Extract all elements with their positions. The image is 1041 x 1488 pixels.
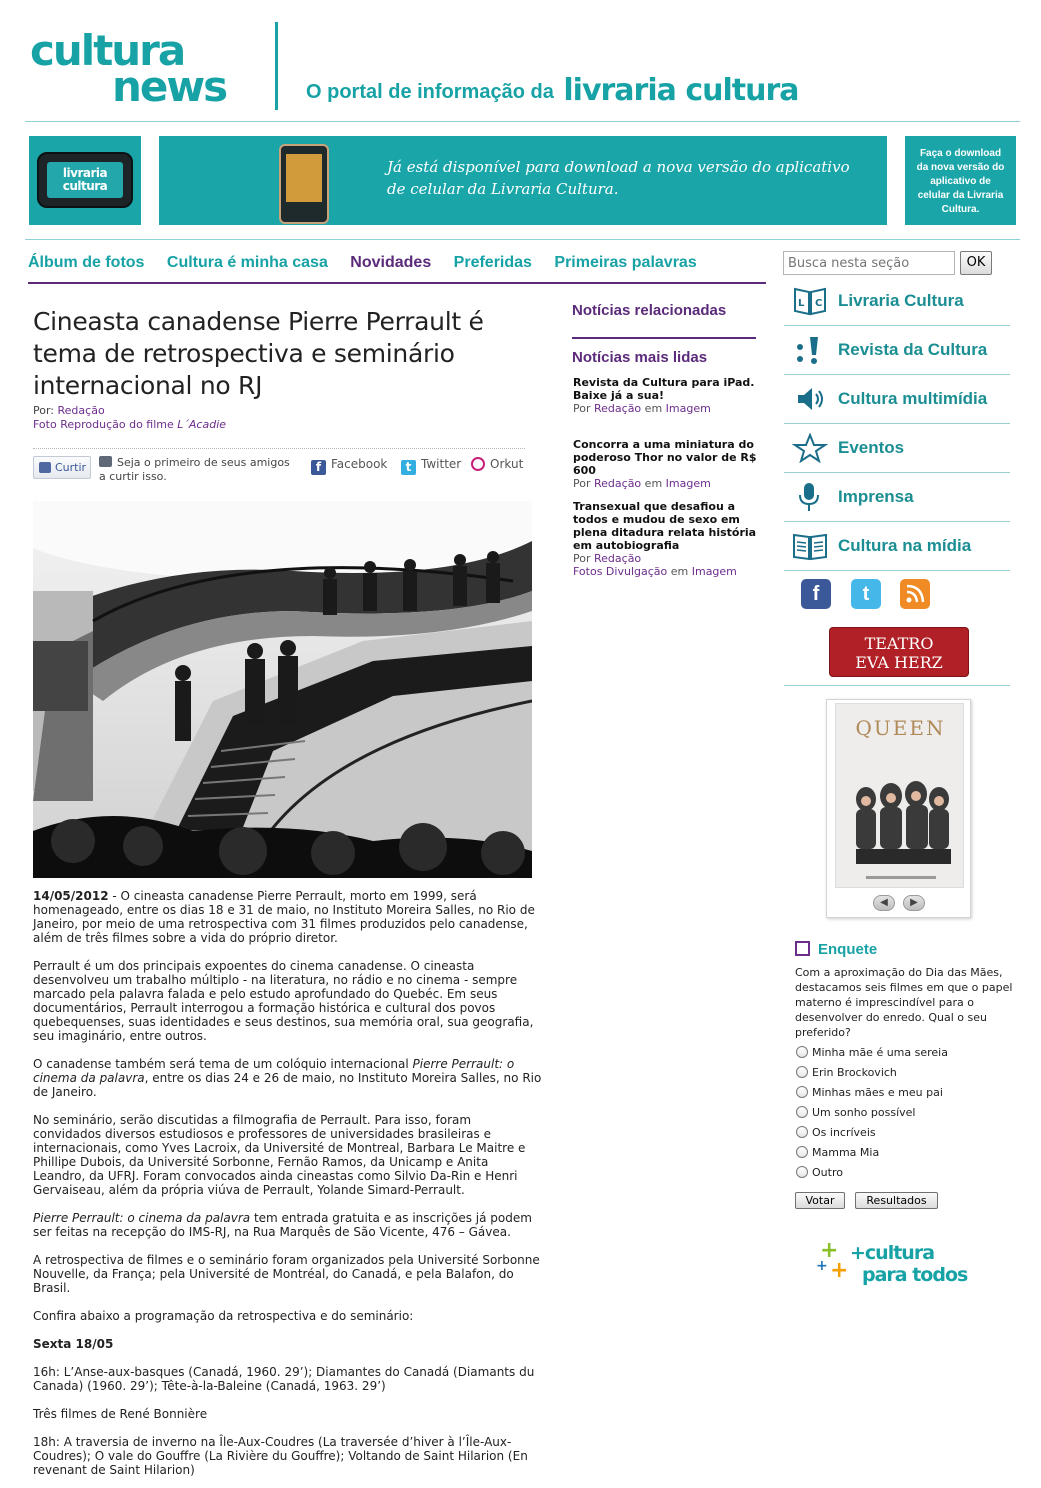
article-body: [33, 889, 543, 1488]
nav-item-primeiras-palavras[interactable]: Primeiras palavras: [554, 254, 697, 271]
paragraph-3-title: Pierre Perrault: o cinema da palavra: [33, 1057, 515, 1085]
thumbs-up-icon: [39, 462, 51, 473]
paragraph-5-title: Pierre Perrault: o cinema da palavra: [33, 1211, 251, 1225]
poll-option-label: Mamma Mia: [812, 1146, 880, 1159]
nav-item-novidades[interactable]: Novidades: [350, 254, 432, 271]
poll-option-label: Um sonho possível: [812, 1106, 916, 1119]
related-news-heading: Notícias relacionadas: [572, 302, 727, 319]
plus-icon: +: [820, 1238, 839, 1263]
news-section[interactable]: Imagem: [665, 477, 711, 490]
facebook-icon: f: [311, 460, 326, 475]
book-lc-icon: [792, 286, 828, 316]
exclamation-icon: [792, 335, 828, 365]
nav-item-preferidas[interactable]: Preferidas: [453, 254, 532, 271]
news-in: em: [670, 565, 689, 578]
smartphone-image: [279, 144, 329, 224]
schedule-day: [33, 1337, 543, 1351]
tagline-text: O portal de informação da: [306, 81, 554, 103]
mais-cultura-logo[interactable]: [816, 1238, 986, 1300]
poll-option[interactable]: [796, 1145, 948, 1165]
banner-rule: [25, 239, 1020, 240]
carousel-next-button[interactable]: ▶: [903, 895, 925, 911]
news-by: Por: [573, 402, 591, 415]
like-count-text: Seja o primeiro de seus amigos a curtir isso.: [99, 456, 290, 483]
poll-option[interactable]: [796, 1085, 948, 1105]
news-title[interactable]: Revista da Cultura para iPad. Baixe já a sua!: [573, 376, 755, 402]
menu-item-eventos[interactable]: [784, 424, 1010, 473]
news-by: Por: [573, 477, 591, 490]
star-icon: [792, 433, 828, 463]
like-button[interactable]: [33, 456, 91, 479]
tagline: [306, 74, 798, 109]
article-title: Cineasta canadense Pierre Perrault é tema de retrospectiva e seminário internacional no RJ: [33, 307, 484, 400]
news-section[interactable]: Imagem: [691, 565, 737, 578]
paragraph-3-b: , entre os dias 24 e 26 de maio, no Instituto Moreira Salles, no Rio de Janeiro.: [33, 1071, 542, 1099]
news-in: em: [644, 477, 663, 490]
poll-option-label: Os incríveis: [812, 1126, 876, 1139]
radio-icon[interactable]: [796, 1046, 808, 1058]
book-carousel: [826, 699, 971, 918]
mais-cultura-line2: para todos: [862, 1264, 968, 1286]
book-cover[interactable]: [835, 703, 964, 888]
article-date: 14/05/2012: [33, 889, 109, 903]
share-twitter[interactable]: [401, 457, 461, 475]
news-meta: [573, 477, 758, 490]
menu-label: Revista da Cultura: [838, 340, 988, 359]
poll-heading-label: Enquete: [818, 941, 878, 958]
cultura-news-logo[interactable]: [30, 26, 260, 111]
right-separator: [784, 685, 1010, 686]
menu-item-cultura-midia[interactable]: [784, 522, 1010, 571]
news-item-2[interactable]: [573, 438, 758, 490]
plus-icon-orange: +: [830, 1258, 849, 1283]
news-item-1[interactable]: [573, 376, 758, 415]
paragraph-7: Confira abaixo a programação da retrospectiva e do seminário:: [33, 1309, 414, 1323]
schedule-18h: 18h: A traversia de inverno na Île-Aux-Coudres (La traversée d’hiver à l’Île-Aux-Coudres); O vale do Gouffre (La Rivière du Gouffre); Voltando de Saint Hilarion (En revenant de Saint Hilarion): [33, 1435, 528, 1477]
paragraph-2: Perrault é um dos principais expoentes do cinema canadense. O cineasta desenvolveu um trabalho múltiplo - na literatura, no rádio e no cinema - sempre marcado pela palavra falada e pelo estudo aprofundado do Quebéc. Em seus documentários, Perrault interrogou a formação histórica e cultural dos povos quebequenses, suas identidades e seus destinos, sua memória oral, sua geografia, seu imaginário, entre outros.: [33, 959, 534, 1043]
vote-button[interactable]: Votar: [795, 1192, 845, 1209]
schedule-day-label: Sexta 18/05: [33, 1337, 114, 1351]
radio-icon[interactable]: [796, 1106, 808, 1118]
search-button[interactable]: OK: [960, 251, 992, 275]
staircase-photo: [33, 501, 532, 878]
rss-icon[interactable]: [900, 579, 930, 609]
poll-option-label: Minhas mães e meu pai: [812, 1086, 943, 1099]
poll-option[interactable]: [796, 1105, 948, 1125]
nav-item-album[interactable]: Álbum de fotos: [28, 254, 145, 271]
news-by: Por: [573, 552, 591, 565]
radio-icon[interactable]: [796, 1146, 808, 1158]
menu-label: Imprensa: [838, 487, 914, 506]
poll-options: [796, 1045, 948, 1185]
menu-label: Cultura multimídia: [838, 389, 988, 408]
news-meta-credit: [573, 565, 758, 578]
paragraph-4: No seminário, serão discutidas a filmografia de Perrault. Para isso, foram convidados diversos estudiosos e professores de universidades brasileiras e internacionais, como Yves Lacroix, da Université de Montreal, Barbara Le Maitre e Phillipe Dubois, da Université Sorbonne, Fernão Ramos, da Unicamp e Anita Leandro, da UFRJ. Foram convocados ainda cineastas como Silvio Da-Rin e Henri Gervaiseau, além da própria viúva de Perrault, Yolande Simard-Perrault.: [33, 1113, 526, 1197]
paragraph-5-text: tem entrada gratuita e as inscrições já podem ser feitas na recepção do IMS-RJ, na Rua Marquês de São Vicente, 476 – Gávea.: [33, 1211, 532, 1239]
app-download-banner[interactable]: [159, 136, 887, 225]
poll-option-label: Erin Brockovich: [812, 1066, 897, 1079]
radio-icon[interactable]: [796, 1126, 808, 1138]
news-title[interactable]: Concorra a uma miniatura do poderoso Thor no valor de R$ 600: [573, 438, 757, 477]
like-label: Curtir: [55, 461, 87, 474]
twitter-label: Twitter: [421, 457, 462, 471]
rss-glyph: [900, 579, 930, 609]
schedule-note: Três filmes de René Bonnière: [33, 1407, 208, 1421]
photo-credit-film[interactable]: L´Acadie: [177, 418, 227, 431]
menu-label: Eventos: [838, 438, 905, 457]
menu-label: Cultura na mídia: [838, 536, 972, 555]
phone-icon: [37, 152, 133, 208]
plus-icon-small: +: [816, 1258, 828, 1274]
radio-icon[interactable]: [796, 1086, 808, 1098]
checkbox-icon: [795, 941, 810, 956]
section-nav: [28, 254, 715, 274]
news-section[interactable]: Imagem: [665, 402, 711, 415]
share-bar: [33, 455, 533, 485]
author-link[interactable]: Redação: [57, 404, 105, 417]
paragraph-3: [33, 1057, 543, 1099]
news-meta: [573, 402, 758, 415]
speaker-icon: [792, 384, 828, 414]
twitter-icon: t: [401, 460, 416, 475]
menu-item-multimidia[interactable]: [784, 375, 1010, 424]
nav-item-cultura-casa[interactable]: Cultura é minha casa: [166, 254, 328, 271]
share-divider: [33, 448, 525, 449]
poll-option[interactable]: [796, 1125, 948, 1145]
orkut-label: Orkut: [490, 457, 524, 471]
app-logo: livraria cultura: [47, 162, 123, 198]
news-item-3[interactable]: [573, 500, 758, 578]
poll-heading: [795, 941, 877, 958]
share-facebook[interactable]: [311, 457, 387, 475]
news-credit[interactable]: Fotos Divulgação: [573, 565, 668, 578]
news-author[interactable]: Redação: [594, 477, 642, 490]
banner-app-icon[interactable]: [29, 136, 141, 225]
poll-option[interactable]: [796, 1065, 948, 1085]
news-author[interactable]: Redação: [594, 552, 642, 565]
menu-item-imprensa[interactable]: [784, 473, 1010, 522]
paragraph-1: [33, 889, 543, 945]
banner-text: Já está disponível para download a nova versão do aplicativo de celular da Livraria Cultura.: [387, 158, 850, 198]
microphone-icon: [792, 482, 828, 512]
right-menu: [784, 277, 1010, 571]
results-button[interactable]: Resultados: [855, 1192, 938, 1209]
orkut-icon: [471, 457, 485, 471]
twitter-icon[interactable]: t: [851, 579, 881, 609]
facebook-icon[interactable]: f: [801, 579, 831, 609]
svg-text:L: L: [798, 298, 805, 309]
article-photo: [33, 501, 532, 878]
teatro-line2: EVA HERZ: [855, 653, 943, 672]
paragraph-1-text: - O cineasta canadense Pierre Perrault, morto em 1999, será homenageado, entre os dias 18 e 31 de maio, no Instituto Moreira Salles, no Rio de Janeiro, por meio de uma retrospectiva com 31 filmes produzidos pelo canadense, além de três filmes sobre a vida do próprio diretor.: [33, 889, 535, 945]
facebook-label: Facebook: [331, 457, 388, 471]
paragraph-3-a: O canadense também será tema de um colóquio internacional: [33, 1057, 409, 1071]
poll-question: Com a aproximação do Dia das Mães, destacamos seis filmes em que o papel materno é imprescindível para o desenvolver do enredo. Qual o seu preferido?: [795, 966, 1013, 1039]
smartphone-screen: [286, 154, 322, 202]
paragraph-6: A retrospectiva de filmes e o seminário foram organizados pela Université Sorbonne Nouvelle, da França; pela Université de Montréal, do Canadá, e pela Balafon, do Brasil.: [33, 1253, 540, 1295]
mais-cultura-line1: +cultura: [850, 1242, 935, 1264]
nav-underline: [28, 282, 766, 284]
by-label: Por:: [33, 404, 55, 417]
logo-line-2: news: [112, 62, 227, 111]
news-title[interactable]: Transexual que desafiou a todos e mudou de sexo em plena ditadura relata história em autobiografia: [573, 500, 757, 552]
teatro-eva-herz-banner[interactable]: [829, 627, 969, 677]
menu-item-revista[interactable]: [784, 326, 1010, 375]
svg-text:C: C: [815, 298, 823, 309]
news-in: em: [644, 402, 663, 415]
byline: [33, 404, 226, 432]
paragraph-5: [33, 1211, 543, 1239]
search-input[interactable]: [783, 251, 955, 275]
band-photo: [836, 704, 964, 888]
like-social-text: [99, 456, 291, 484]
most-read-heading: Notícias mais lidas: [572, 349, 708, 366]
poll-option-label: Minha mãe é uma sereia: [812, 1046, 948, 1059]
book-title: QUEEN: [855, 716, 946, 740]
poll-option[interactable]: [796, 1165, 948, 1185]
news-author[interactable]: Redação: [594, 402, 642, 415]
download-box[interactable]: Faça o download da nova versão do aplicativo de celular da Livraria Cultura.: [905, 136, 1016, 225]
logo-line-1: cultura: [30, 26, 185, 75]
newspaper-icon: [792, 531, 828, 561]
radio-icon[interactable]: [796, 1166, 808, 1178]
menu-item-livraria-cultura[interactable]: [784, 277, 1010, 326]
teatro-line1: TEATRO: [864, 634, 934, 653]
carousel-prev-button[interactable]: ◀: [873, 895, 895, 911]
header-rule: [25, 121, 1020, 122]
poll-option-label: Outro: [812, 1166, 843, 1179]
news-meta: [573, 552, 758, 565]
photo-credit[interactable]: Foto Reprodução do filme: [33, 418, 174, 431]
poll-option[interactable]: [796, 1045, 948, 1065]
radio-icon[interactable]: [796, 1066, 808, 1078]
schedule-16h: 16h: L’Anse-aux-basques (Canadá, 1960. 29’); Diamantes do Canadá (Diamants du Canada) (1960. 29’); Tête-à-la-Baleine (Canadá, 1963. 29’): [33, 1365, 535, 1393]
related-news-rule: [572, 337, 756, 339]
header-divider: [275, 22, 278, 110]
friends-icon: [99, 456, 112, 467]
menu-label: Livraria Cultura: [838, 291, 964, 310]
share-orkut[interactable]: [471, 457, 523, 471]
tagline-brand[interactable]: livraria cultura: [563, 73, 799, 108]
